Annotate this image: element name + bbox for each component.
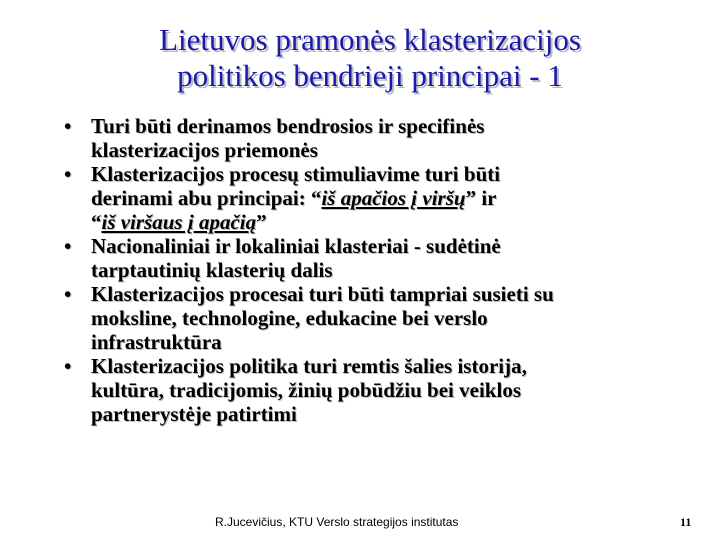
bullet-line: Klasterizacijos procesų stimuliavime turi būti	[91, 162, 501, 186]
bullet-item-1	[64, 114, 664, 162]
slide-footer	[0, 513, 720, 533]
bullet-marker: •	[64, 354, 72, 378]
bullet-item-4	[64, 282, 664, 354]
emphasis-top-down: iš viršaus į apačią	[101, 210, 257, 234]
bullet-line: infrastruktūra	[91, 330, 222, 354]
bullet-line: tarptautinių klasterių dalis	[91, 258, 333, 282]
bullet-line: klasterizacijos priemonės	[91, 138, 318, 162]
bullet-line: Klasterizacijos procesai turi būti tampriai susieti su	[91, 282, 554, 306]
bullet-item-5	[64, 354, 664, 426]
bullet-line: moksline, technologine, edukacine bei verslo	[91, 306, 488, 330]
bullet-marker: •	[64, 162, 72, 186]
page-number: 11	[680, 515, 692, 529]
bullet-line: Turi būti derinamos bendrosios ir specifinės	[91, 114, 485, 138]
slide-title	[60, 22, 680, 94]
bullet-line	[91, 210, 664, 234]
bullet-text: ”	[256, 210, 267, 234]
bullet-line	[91, 186, 664, 210]
bullet-item-3	[64, 234, 664, 282]
bullet-list	[64, 114, 664, 426]
bullet-line: kultūra, tradicijomis, žinių pobūdžiu bei veiklos	[91, 378, 521, 402]
emphasis-bottom-up: iš apačios į viršų	[321, 186, 466, 210]
title-line-2: politikos bendrieji principai - 1	[177, 58, 563, 93]
bullet-line: Klasterizacijos politika turi remtis šalies istorija,	[91, 354, 527, 378]
title-line-1: Lietuvos pramonės klasterizacijos	[159, 22, 581, 57]
bullet-marker: •	[64, 282, 72, 306]
bullet-item-2	[64, 162, 664, 234]
bullet-marker: •	[64, 234, 72, 258]
bullet-text: derinami abu principai: “	[91, 186, 322, 210]
bullet-text: “	[91, 210, 102, 234]
bullet-line: Nacionaliniai ir lokaliniai klasteriai - sudėtinė	[91, 234, 501, 258]
bullet-text: ” ir	[465, 186, 497, 210]
footer-author: R.Jucevičius, KTU Verslo strategijos institutas	[215, 515, 459, 529]
bullet-marker: •	[64, 114, 72, 138]
bullet-line: partnerystėje patirtimi	[91, 402, 297, 426]
